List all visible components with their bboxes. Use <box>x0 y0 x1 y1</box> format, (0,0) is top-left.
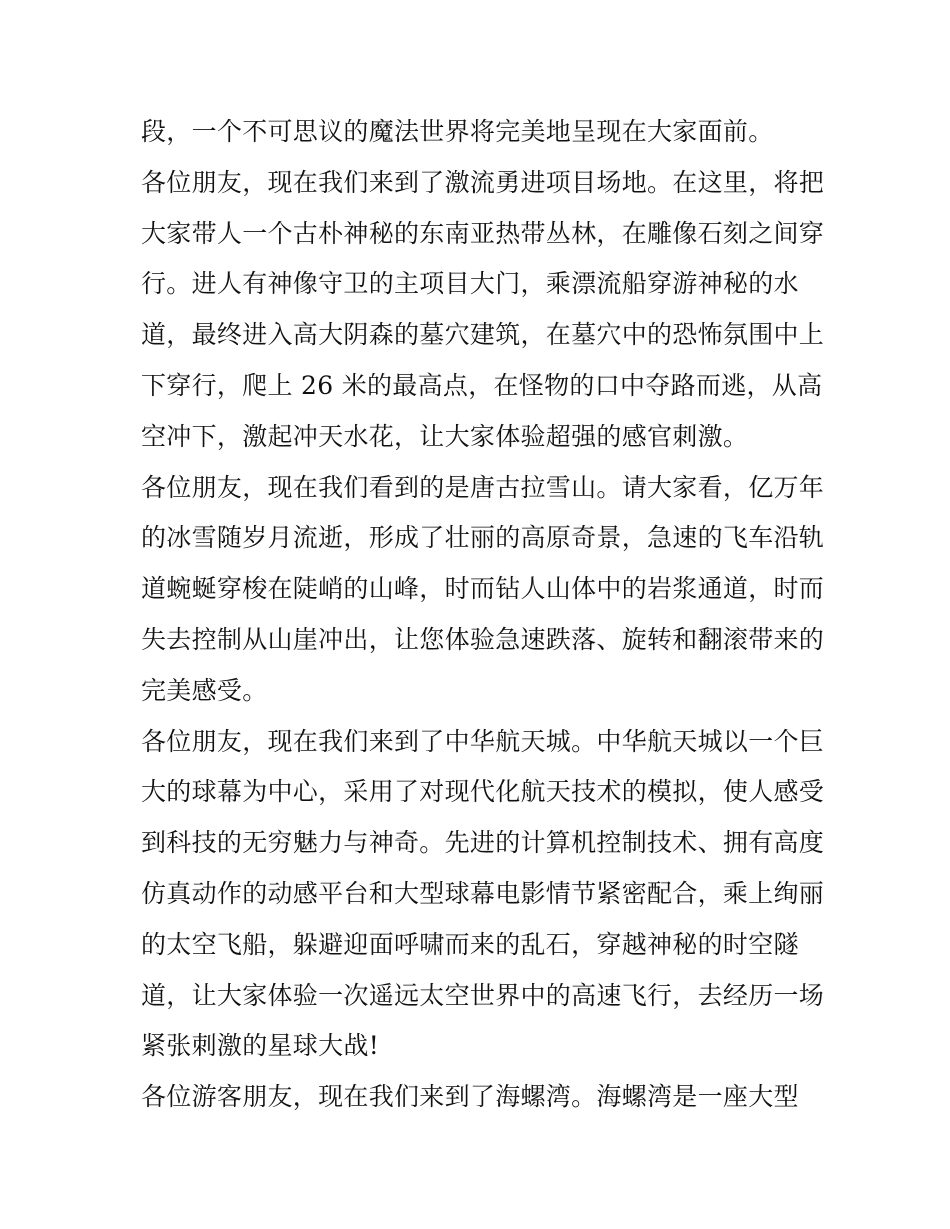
text-line: 大的球幕为中心，采用了对现代化航天技术的模拟，使人感受 <box>141 777 825 807</box>
text-line: 各位朋友，现在我们来到了中华航天城。中华航天城以一个巨 <box>141 726 825 756</box>
text-line: 道，让大家体验一次遥远太空世界中的高速飞行，去经历一场 <box>141 980 825 1010</box>
text-line: 行。进人有神像守卫的主项目大门，乘漂流船穿游神秘的水 <box>141 269 799 299</box>
text-line: 大家带人一个古朴神秘的东南亚热带丛林，在雕像石刻之间穿 <box>141 218 825 248</box>
text-line: 到科技的无穷魅力与神奇。先进的计算机控制技术、拥有高度 <box>141 828 825 858</box>
text-line: 紧张刺激的星球大战! <box>141 1031 380 1061</box>
text-line: 段，一个不可思议的魔法世界将完美地呈现在大家面前。 <box>141 117 774 146</box>
text-line: 各位朋友，现在我们看到的是唐古拉雪山。请大家看，亿万年 <box>141 472 825 502</box>
text-line: 各位游客朋友，现在我们来到了海螺湾。海螺湾是一座大型 <box>141 1082 799 1112</box>
text-line: 各位朋友，现在我们来到了激流勇进项目场地。在这里，将把 <box>141 167 825 197</box>
text-line: 仿真动作的动感平台和大型球幕电影情节紧密配合，乘上绚丽 <box>141 878 825 908</box>
text-line: 下穿行，爬上 26 米的最高点，在怪物的口中夺路而逃，从高 <box>141 370 823 400</box>
body-text <box>141 107 825 1123</box>
text-line: 完美感受。 <box>141 675 268 705</box>
text-line: 道蜿蜒穿梭在陡峭的山峰，时而钻人山体中的岩浆通道，时而 <box>141 574 825 604</box>
text-line: 的冰雪随岁月流逝，形成了壮丽的高原奇景，急速的飞车沿轨 <box>141 523 825 553</box>
text-line: 空冲下，激起冲天水花，让大家体验超强的感官刺激。 <box>141 421 749 451</box>
text-line: 道，最终进入高大阴森的墓穴建筑，在墓穴中的恐怖氛围中上 <box>141 320 825 350</box>
text-line: 失去控制从山崖冲出，让您体验急速跌落、旋转和翻滚带来的 <box>141 624 825 654</box>
text-line: 的太空飞船，躲避迎面呼啸而来的乱石，穿越神秘的时空隧 <box>141 929 799 959</box>
